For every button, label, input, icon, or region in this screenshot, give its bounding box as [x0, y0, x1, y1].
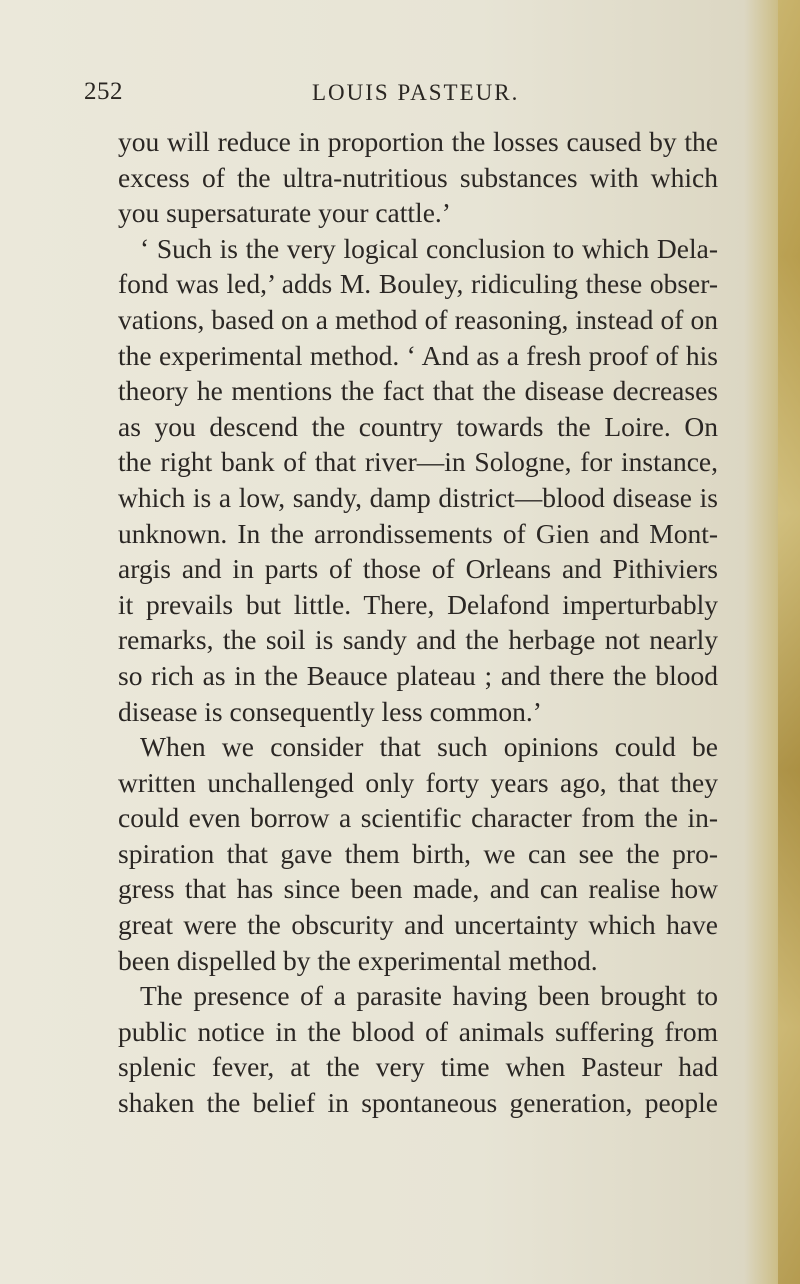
text-line: vations, based on a method of reasoning, instead of on [118, 303, 718, 335]
text-line: When we consider that such opinions could be [140, 731, 718, 763]
text-line: you will reduce in proportion the losses caused by the [118, 126, 718, 157]
page-gilt-edge [778, 0, 800, 1284]
text-line: great were the obscurity and uncertainty which have [118, 909, 718, 941]
running-head: LOUIS PASTEUR. [312, 80, 520, 105]
text-line: remarks, the soil is sandy and the herbage not nearly [118, 624, 718, 656]
text-line: so rich as in the Beauce plateau ; and there the blood [118, 659, 718, 691]
text-line: fond was led,’ adds M. Bouley, ridiculing these obser- [118, 268, 718, 300]
text-line: public notice in the blood of animals suffering from [118, 1015, 718, 1047]
text-line: shaken the belief in spontaneous generation, people [118, 1087, 718, 1119]
text-line: splenic fever, at the very time when Pasteur had [118, 1051, 718, 1083]
text-line: you supersaturate your cattle.’ [118, 197, 451, 229]
text-line: The presence of a parasite having been brought to [140, 980, 718, 1012]
text-line: the experimental method. ‘ And as a fresh proof of his [118, 339, 718, 371]
text-line: unknown. In the arrondissements of Gien and Mont- [118, 517, 718, 549]
text-line: spiration that gave them birth, we can see the pro- [118, 837, 718, 869]
text-line: ‘ Such is the very logical conclusion to which Dela- [140, 232, 718, 264]
text-line: the right bank of that river—in Sologne, for instance, [118, 446, 718, 478]
text-line: which is a low, sandy, damp district—blood disease is [118, 481, 718, 513]
text-line: excess of the ultra-nutritious substances with which [118, 161, 718, 193]
text-line: could even borrow a scientific character from the in- [118, 802, 718, 834]
text-line: disease is consequently less common.’ [118, 695, 542, 727]
text-line: been dispelled by the experimental method. [118, 944, 598, 976]
body-text [118, 124, 718, 1121]
text-line: theory he mentions the fact that the disease decreases [118, 375, 718, 407]
text-line: it prevails but little. There, Delafond imperturbably [118, 588, 718, 620]
page-header [0, 78, 780, 114]
page-number: 252 [84, 78, 123, 105]
text-line: argis and in parts of those of Orleans and Pithiviers [118, 553, 718, 585]
text-line: as you descend the country towards the Loire. On [118, 410, 718, 442]
text-line: written unchallenged only forty years ago, that they [118, 766, 718, 798]
text-line: gress that has since been made, and can realise how [118, 873, 718, 905]
